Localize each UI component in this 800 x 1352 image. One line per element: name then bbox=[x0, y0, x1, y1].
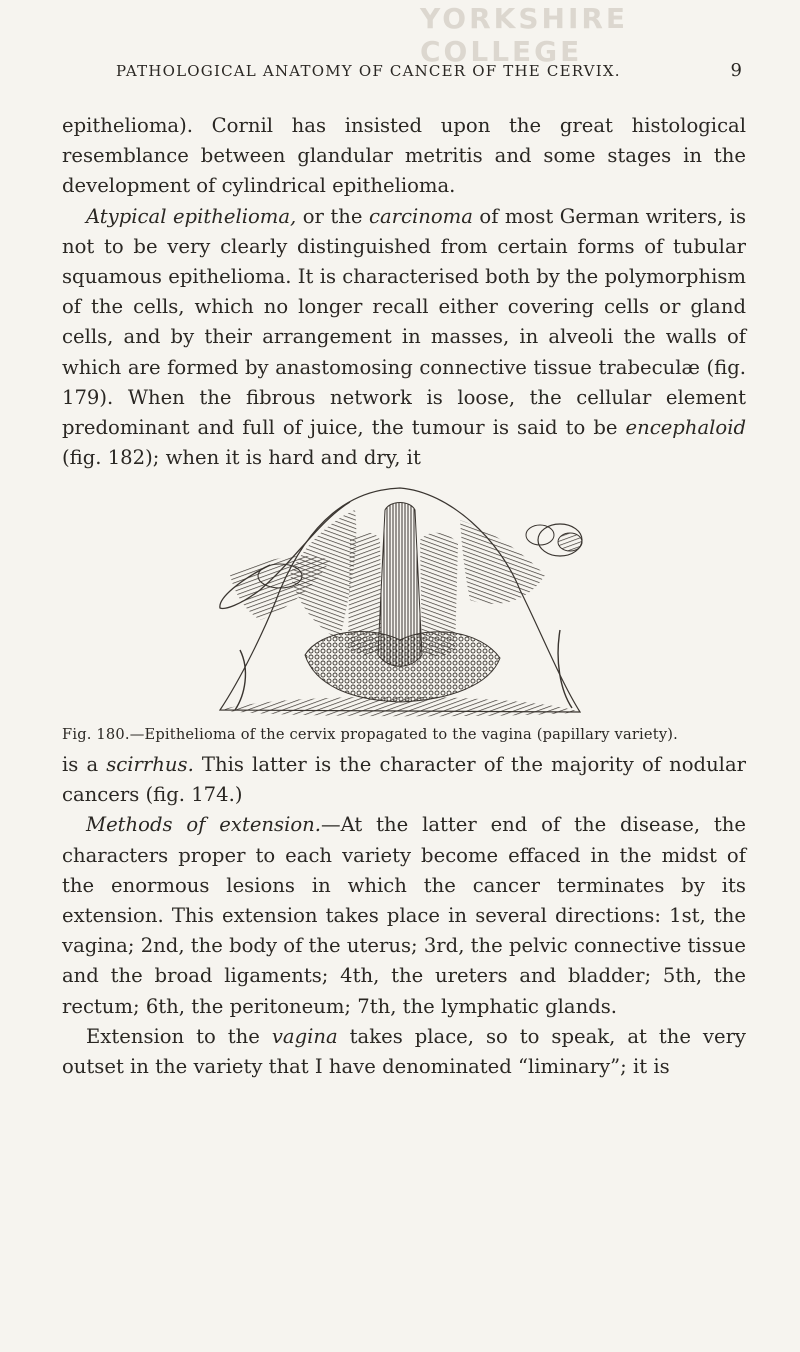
body-text-bottom bbox=[62, 750, 746, 1082]
library-stamp-watermark: YORKSHIRE COLLEGE bbox=[420, 2, 629, 68]
paragraph-text: Extension to the bbox=[86, 1024, 272, 1048]
italic-term: Atypical epithelioma, bbox=[86, 204, 297, 228]
running-head: PATHOLOGICAL ANATOMY OF CANCER OF THE CERVIX. bbox=[116, 62, 621, 80]
paragraph-methods-of-extension bbox=[62, 810, 746, 1021]
paragraph-text: takes place, so to speak, at the very outset in the variety that I have denominated “liminary”; it is bbox=[62, 1024, 747, 1079]
italic-term: scirrhus. bbox=[106, 753, 194, 776]
figure-caption: Fig. 180.—Epithelioma of the cervix propagated to the vagina (papillary variety). bbox=[62, 726, 678, 743]
paragraph-text: of most German writers, is not to be very clearly distinguished from certain forms of tubular squamous epithelioma. It is characterised both by the polymorphism of the cells, which no longer recall either covering cells or gland cells, and by their arrangement in masses, in alveoli the walls of which are formed by anastomosing connective tissue trabeculæ (fig. 179). When the fibrous network is loose, the cellular element predominant and full of juice, the tumour is said to be bbox=[62, 204, 746, 440]
paragraph-text: (fig. 182); when it is hard and dry, it bbox=[62, 446, 421, 470]
paragraph-text: or the bbox=[296, 204, 369, 228]
paragraph-cornil: epithelioma). Cornil has insisted upon the great histological resemblance between glandular metritis and some stages in the development of cylindrical epithelioma. bbox=[62, 114, 746, 198]
paragraph-text: This latter is the character of the majority of nodular cancers (fig. 174.) bbox=[62, 753, 746, 807]
paragraph-scirrhus bbox=[62, 750, 746, 810]
body-text-top bbox=[62, 111, 746, 473]
paragraph-text: —At the latter end of the disease, the characters proper to each variety become effaced in the midst of the enormous lesions in which the cancer terminates by its extension. This extension takes place in several directions: 1st, the vagina; 2nd, the body of the uterus; 3rd, the pelvic connective tissue and the broad ligaments; 4th, the ureters and bladder; 5th, the rectum; 6th, the peritoneum; 7th, the lymphatic glands. bbox=[62, 813, 746, 1018]
italic-term: carcinoma bbox=[368, 204, 473, 228]
italic-term: Methods of extension. bbox=[86, 813, 321, 837]
paragraph-extension-to-vagina bbox=[62, 1022, 746, 1082]
page-number: 9 bbox=[730, 60, 742, 81]
figure-illustration bbox=[200, 480, 600, 718]
italic-term: vagina bbox=[271, 1024, 338, 1048]
paragraph-atypical-epithelioma bbox=[62, 202, 746, 474]
italic-term: encephaloid bbox=[625, 416, 746, 440]
paragraph-text: is a bbox=[62, 753, 107, 776]
